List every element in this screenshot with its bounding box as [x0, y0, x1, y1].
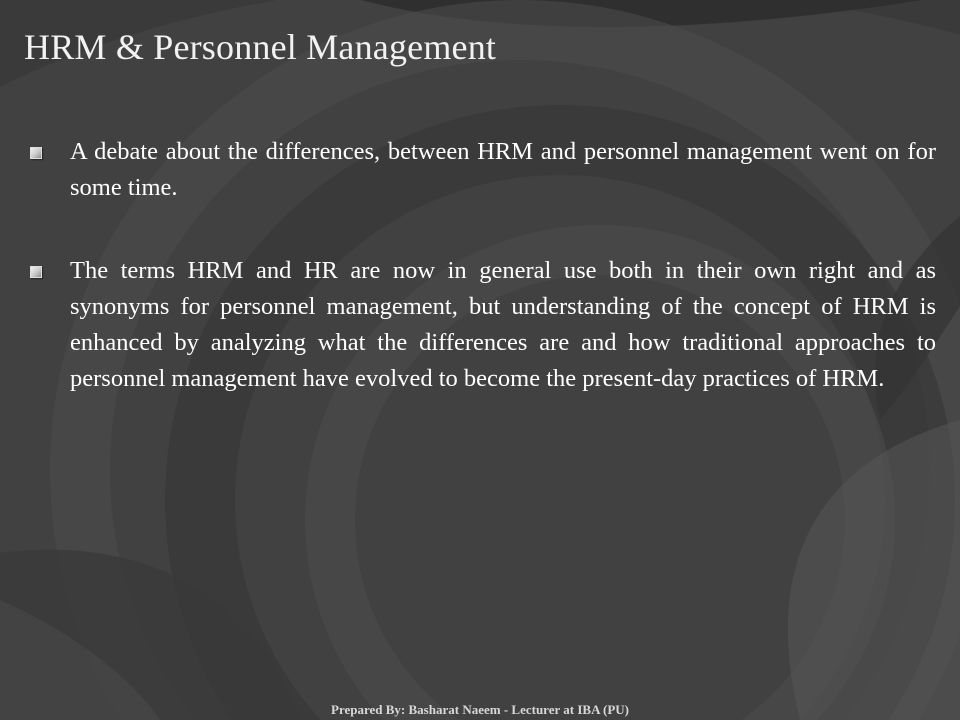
- bullet-item: [30, 253, 936, 397]
- slide-title: HRM & Personnel Management: [24, 27, 497, 67]
- square-bullet-icon: [30, 147, 42, 159]
- bullet-text: The terms HRM and HR are now in general use both in their own right and as synonyms for personnel management, but understanding of the concept of HRM is enhanced by analyzing what the differences are and how traditional approaches to personnel management have evolved to become the present-day practices of HRM.: [70, 257, 936, 392]
- square-bullet-icon: [30, 266, 42, 278]
- bullet-text: A debate about the differences, between HRM and personnel management went on for some time.: [70, 138, 936, 201]
- bullet-list: [30, 134, 936, 397]
- bullet-item: [30, 134, 936, 206]
- slide-footer: Prepared By: Basharat Naeem - Lecturer at IBA (PU): [331, 702, 629, 717]
